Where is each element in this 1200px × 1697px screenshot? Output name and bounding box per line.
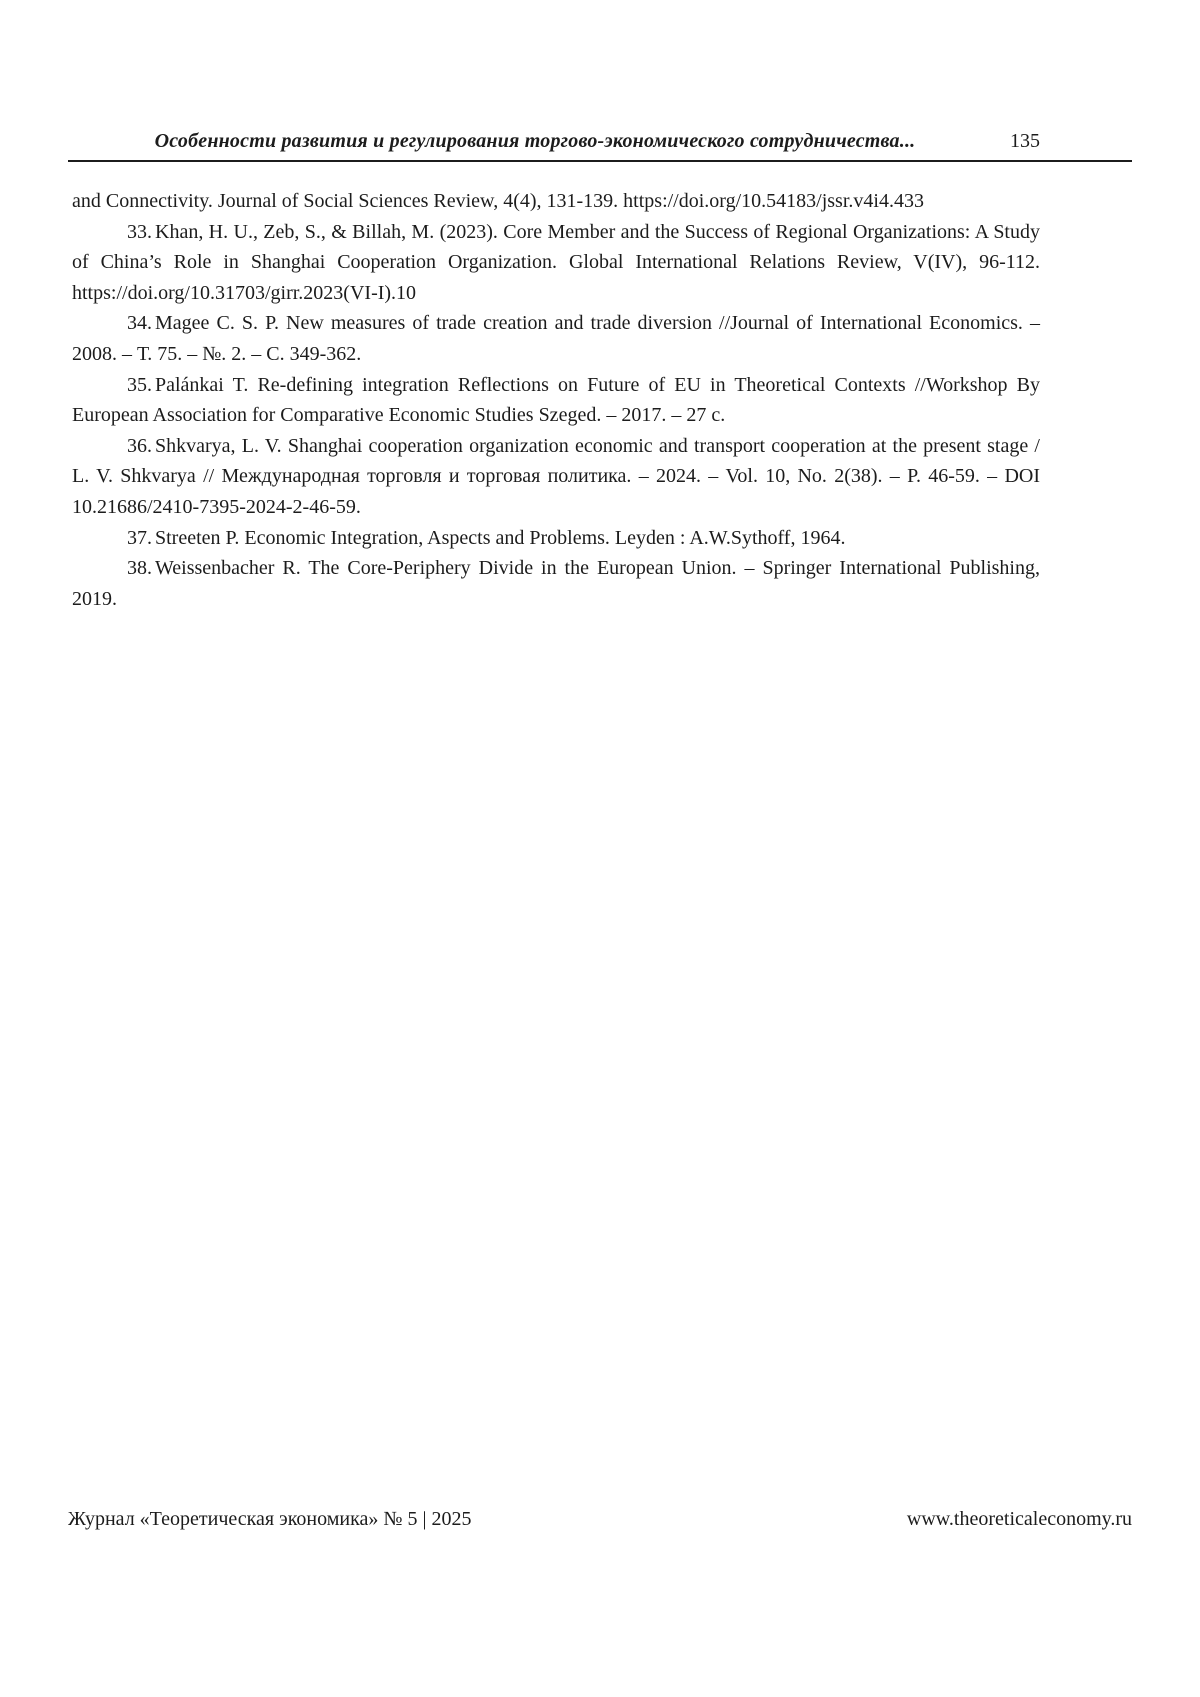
reference-number: 34. bbox=[127, 312, 152, 335]
reference-text: Shkvarya, L. V. Shanghai cooperation organization economic and transport cooperation at the present stage / L. V. Shkvarya // Международная торговля и торговая политика. – 2024. – Vol. 10, No. 2(38). – P. 46-59. – DOI 10.21686/2410-7395-2024-2-46-59. bbox=[72, 434, 1040, 518]
reference-entry bbox=[72, 308, 1040, 369]
footer-website: www.theoreticaleconomy.ru bbox=[906, 1508, 1132, 1530]
header-row bbox=[68, 130, 1132, 153]
reference-text: Khan, H. U., Zeb, S., & Billah, M. (2023). Core Member and the Success of Regional Organizations: A Study of China’s Role in Shanghai Cooperation Organization. Global International Relations Review, V(IV), 96-112. https://doi.org/10.31703/girr.2023(VI-I).10 bbox=[72, 220, 1040, 304]
reference-number: 33. bbox=[127, 220, 152, 243]
reference-entry bbox=[72, 431, 1040, 523]
reference-number: 35. bbox=[127, 373, 152, 396]
page-number: 135 bbox=[1010, 130, 1040, 152]
reference-entry bbox=[72, 523, 1040, 554]
reference-entry-continuation bbox=[72, 186, 1040, 217]
reference-text: Streeten P. Economic Integration, Aspects and Problems. Leyden : A.W.Sythoff, 1964. bbox=[155, 526, 846, 549]
page-footer bbox=[68, 1508, 1132, 1531]
reference-entry bbox=[72, 217, 1040, 309]
running-header bbox=[68, 130, 1132, 162]
references-list bbox=[72, 186, 1040, 614]
reference-text: and Connectivity. Journal of Social Sciences Review, 4(4), 131-139. https://doi.org/10.54183/jssr.v4i4.433 bbox=[72, 190, 924, 212]
reference-number: 37. bbox=[127, 526, 152, 549]
reference-text: Weissenbacher R. The Core-Periphery Divide in the European Union. – Springer International Publishing, 2019. bbox=[72, 557, 1040, 610]
reference-entry bbox=[72, 370, 1040, 431]
header-rule bbox=[68, 160, 1132, 162]
reference-text: Magee C. S. P. New measures of trade creation and trade diversion //Journal of International Economics. – 2008. – Т. 75. – №. 2. – С. 349-362. bbox=[72, 312, 1040, 365]
reference-number: 38. bbox=[127, 557, 152, 580]
running-title: Особенности развития и регулирования торгово-экономического сотрудничества... bbox=[154, 130, 916, 152]
reference-entry bbox=[72, 553, 1040, 614]
reference-text: Palánkai T. Re-defining integration Reflections on Future of EU in Theoretical Contexts //Workshop By European Association for Comparative Economic Studies Szeged. – 2017. – 27 с. bbox=[72, 373, 1040, 427]
footer-journal-label: Журнал «Теоретическая экономика» № 5 | 2025 bbox=[68, 1508, 472, 1530]
reference-number: 36. bbox=[127, 434, 152, 457]
